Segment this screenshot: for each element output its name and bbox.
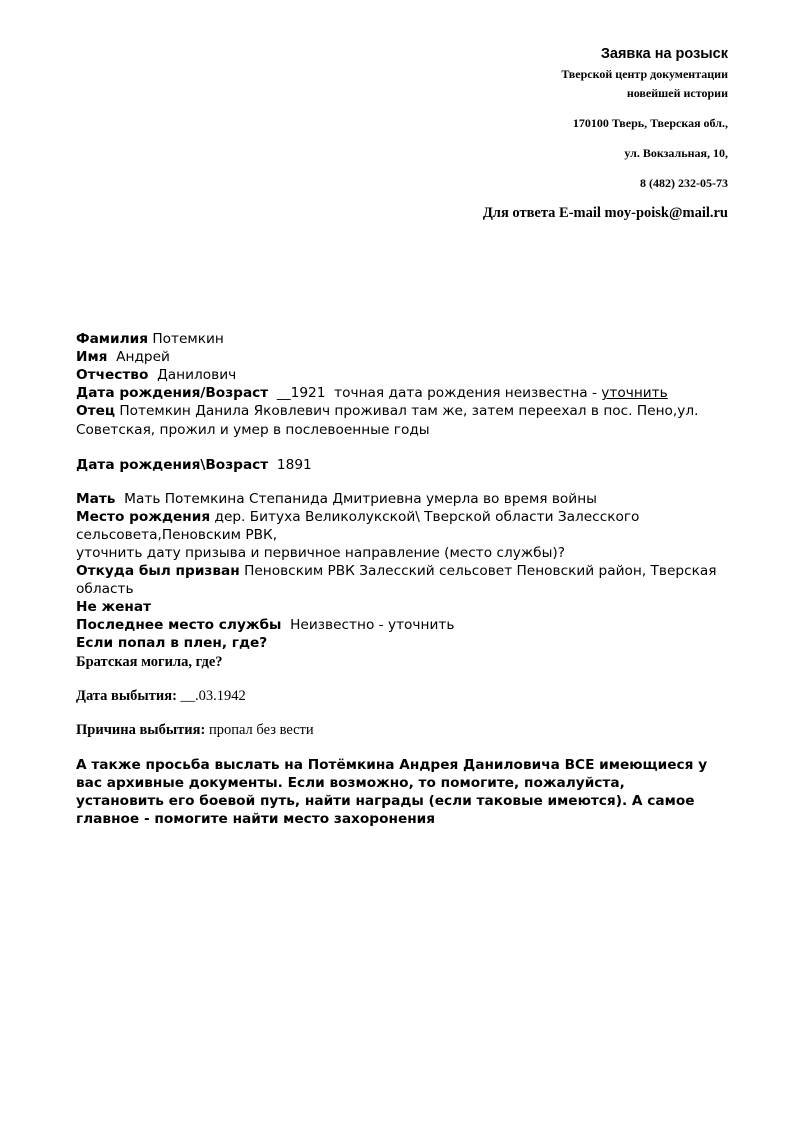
father-birth-label: Дата рождения\Возраст: [76, 457, 269, 473]
captivity-row: Если попал в плен, где?: [76, 635, 268, 651]
mother-row: [76, 490, 726, 508]
document-title: Заявка на розыск: [600, 46, 728, 62]
mother-label: Мать: [76, 491, 116, 507]
request-body: [76, 330, 726, 828]
org-line-1: Тверской центр документации: [561, 67, 728, 81]
surname-label: Фамилия: [76, 331, 148, 347]
name-label: Имя: [76, 349, 108, 365]
birth-value: __1921 точная дата рождения неизвестна -: [268, 385, 602, 401]
mother-value: Мать Потемкина Степанида Дмитриевна умерла во время войны: [115, 491, 597, 507]
org-line-2: новейшей истории: [626, 86, 728, 100]
father-birth-value: 1891: [268, 457, 312, 473]
surname-value: Потемкин: [148, 331, 224, 347]
spacer: [76, 672, 726, 686]
birth-clarify-link[interactable]: уточнить: [601, 385, 668, 401]
address-line-2: ул. Вокзальная, 10,: [624, 146, 728, 160]
patronymic-label: Отчество: [76, 367, 149, 383]
spacer: [76, 474, 726, 490]
patronymic-value: Данилович: [148, 367, 237, 383]
drafted-value: Пеновским РВК Залесский сельсовет Пеновский район, Тверская область: [76, 563, 717, 597]
birthplace-value: дер. Битуха Великолукской\ Тверской области Залесского сельсовета,Пеновским РВК,: [76, 509, 640, 543]
clarify-row: уточнить дату призыва и первичное направление (место службы)?: [76, 545, 566, 561]
name-row: [76, 348, 726, 366]
addressee-block: [483, 46, 728, 222]
surname-row: [76, 330, 726, 348]
drafted-label: Откуда был призван: [76, 563, 240, 579]
spacer: [76, 440, 726, 456]
phone: 8 (482) 232-05-73: [640, 176, 728, 190]
grave-row: Братская могила, где?: [76, 654, 223, 670]
reply-email: Для ответа E-mail moy-poisk@mail.ru: [482, 205, 728, 221]
last-service-label: Последнее место службы: [76, 617, 282, 633]
departure-date-value: __.03.1942: [176, 688, 246, 704]
spacer: [76, 706, 726, 720]
address-line-1: 170100 Тверь, Тверская обл.,: [572, 116, 728, 130]
marital-status: Не женат: [76, 599, 152, 615]
father-row: [76, 402, 726, 440]
drafted-row: [76, 562, 726, 598]
departure-date-row: [76, 686, 726, 706]
patronymic-row: [76, 366, 726, 384]
departure-reason-value: пропал без вести: [205, 722, 314, 738]
birthplace-row: [76, 508, 676, 544]
birth-label: Дата рождения/Возраст: [76, 385, 269, 401]
last-service-row: [76, 616, 726, 634]
last-service-value: Неизвестно - уточнить: [281, 617, 455, 633]
departure-reason-row: [76, 720, 726, 740]
departure-reason-label: Причина выбытия:: [76, 722, 206, 738]
father-label: Отец: [76, 403, 115, 419]
father-birth-row: [76, 456, 726, 474]
birthplace-label: Место рождения: [76, 509, 211, 525]
father-value: Потемкин Данила Яковлевич проживал там же, затем переехал в пос. Пено,ул. Советская, прожил и умер в послевоенные годы: [76, 403, 699, 438]
name-value: Андрей: [107, 349, 170, 365]
departure-date-label: Дата выбытия:: [76, 688, 177, 704]
birth-row: [76, 384, 726, 402]
request-paragraph: А также просьба выслать на Потёмкина Андрея Даниловича ВСЕ имеющиеся у вас архивные документы. Если возможно, то помогите, пожалуйста, установить его боевой путь, найти награды (если таковые имеются). А самое главное - помогите найти место захоронения: [76, 757, 708, 827]
spacer: [76, 740, 726, 756]
